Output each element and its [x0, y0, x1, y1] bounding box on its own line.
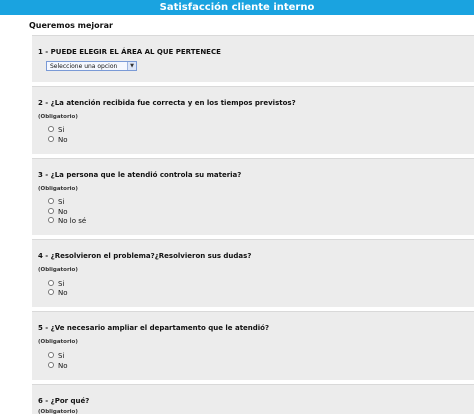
radio-button[interactable] — [48, 280, 54, 286]
form-subtitle: Queremos mejorar — [29, 21, 113, 30]
area-select-value: Seleccione una opcion — [50, 63, 118, 70]
option-label: No — [58, 208, 68, 216]
radio-button[interactable] — [48, 362, 54, 368]
question-4-title: 4 - ¿Resolvieron el problema?¿Resolvieron sus dudas? — [38, 252, 252, 260]
question-3-option-no[interactable] — [48, 208, 68, 217]
radio-button[interactable] — [48, 289, 54, 295]
question-5-required: (Obligatorio) — [38, 339, 78, 345]
question-3-option-no-lo-se[interactable] — [48, 217, 86, 226]
form-header — [0, 0, 474, 15]
form-title: Satisfacción cliente interno — [159, 2, 315, 13]
option-label: No — [58, 289, 68, 297]
question-3-option-si[interactable] — [48, 198, 64, 207]
option-label: Si — [58, 352, 65, 360]
radio-button[interactable] — [48, 136, 54, 142]
question-5 — [32, 311, 474, 380]
question-3 — [32, 158, 474, 235]
option-label: No — [58, 136, 68, 144]
question-6-title: 6 - ¿Por qué? — [38, 397, 90, 405]
chevron-down-icon[interactable]: ▼ — [127, 62, 136, 70]
question-3-title: 3 - ¿La persona que le atendió controla su materia? — [38, 171, 242, 179]
question-4-option-si[interactable] — [48, 280, 64, 289]
option-label: Si — [58, 280, 65, 288]
question-1-title: 1 - PUEDE ELEGIR EL ÁREA AL QUE PERTENECE — [38, 48, 221, 56]
option-label: No — [58, 362, 68, 370]
option-label: No lo sé — [58, 217, 87, 225]
question-2-required: (Obligatorio) — [38, 114, 78, 120]
question-2-option-no[interactable] — [48, 136, 68, 145]
option-label: Si — [58, 126, 65, 134]
radio-button[interactable] — [48, 198, 54, 204]
radio-button[interactable] — [48, 208, 54, 214]
radio-button[interactable] — [48, 217, 54, 223]
question-2 — [32, 86, 474, 154]
option-label: Si — [58, 198, 65, 206]
radio-button[interactable] — [48, 352, 54, 358]
question-2-option-si[interactable] — [48, 126, 64, 135]
area-select[interactable] — [46, 61, 137, 71]
question-6-required: (Obligatorio) — [38, 409, 78, 415]
question-4-option-no[interactable] — [48, 289, 68, 298]
question-4 — [32, 239, 474, 307]
question-5-title: 5 - ¿Ve necesario ampliar el departamento que le atendió? — [38, 324, 270, 332]
question-5-option-no[interactable] — [48, 362, 68, 371]
radio-button[interactable] — [48, 126, 54, 132]
question-4-required: (Obligatorio) — [38, 267, 78, 273]
question-2-title: 2 - ¿La atención recibida fue correcta y en los tiempos previstos? — [38, 99, 296, 107]
question-3-required: (Obligatorio) — [38, 186, 78, 192]
question-1 — [32, 35, 474, 82]
question-5-option-si[interactable] — [48, 352, 64, 361]
question-6 — [32, 384, 474, 414]
